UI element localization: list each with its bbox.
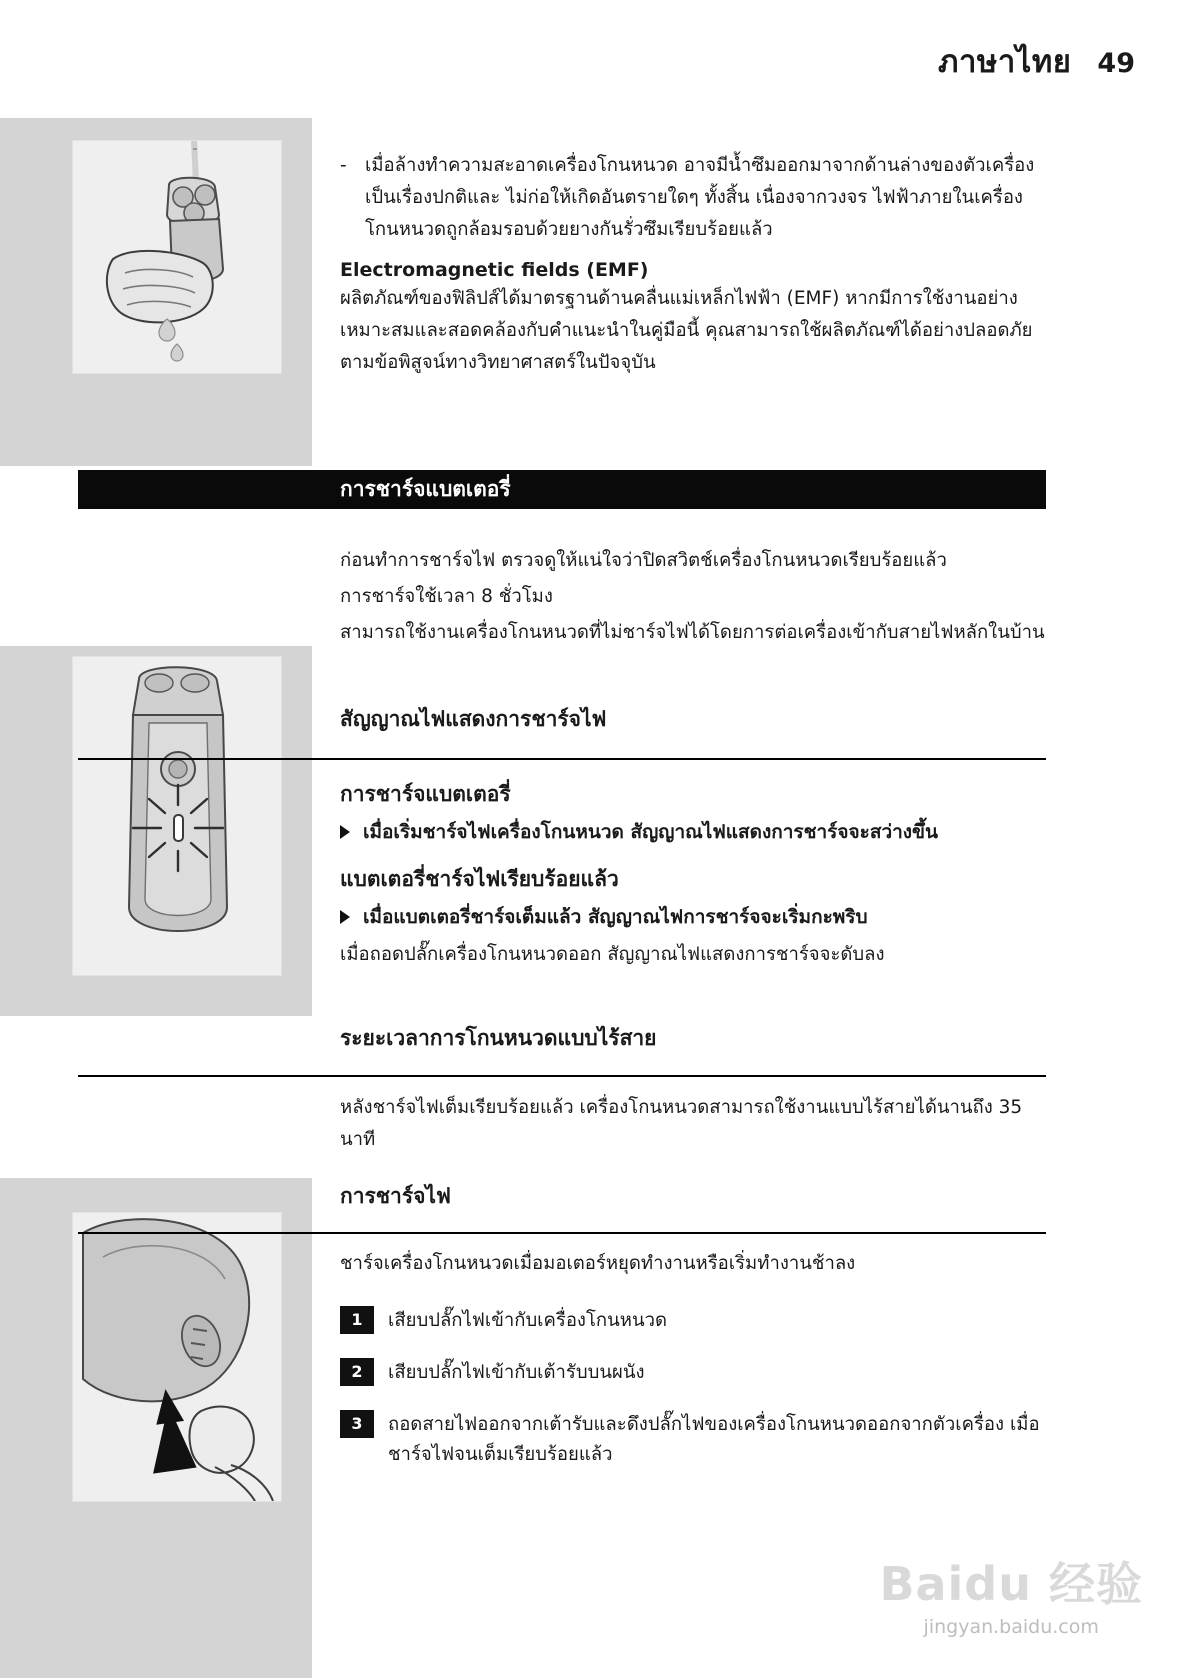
page-title: ภาษาไทย <box>938 44 1072 80</box>
triangle-bullet-icon <box>340 910 350 924</box>
figure-charge-indicator <box>72 656 282 976</box>
page-number: 49 <box>1097 48 1135 79</box>
watermark-sub: jingyan.baidu.com <box>923 1616 1099 1638</box>
figure-pointer-3 <box>288 1270 310 1304</box>
indicator-heading-block <box>340 703 1046 742</box>
section-bar-charging <box>78 470 1046 509</box>
step-text: เสียบปลั๊กไฟเข้ากับเครื่องโกนหนวด <box>388 1309 667 1331</box>
watermark <box>879 1548 1143 1638</box>
charge-intro: ชาร์จเครื่องโกนหนวดเมื่อมอเตอร์หยุดทำงานหรือเริ่มทำงานช้าลง <box>340 1253 856 1274</box>
indicator-sub-2: แบตเตอรี่ชาร์จไฟเรียบร้อยแล้ว <box>340 867 619 892</box>
indicator-block <box>340 778 1046 975</box>
charging-block <box>340 545 1046 652</box>
step-number-badge: 2 <box>340 1358 374 1386</box>
charge-heading-block <box>340 1180 1046 1219</box>
section-bar-label: การชาร์จแบตเตอรี่ <box>340 477 511 501</box>
dash-marker: - <box>340 155 347 176</box>
indicator-bullet-1-text: เมื่อเริ่มชาร์จไฟเครื่องโกนหนวด สัญญาณไฟแสดงการชาร์จจะสว่างขึ้น <box>363 821 939 843</box>
figure-rinsing-shaver <box>72 140 282 374</box>
cordless-text: หลังชาร์จไฟเต็มเรียบร้อยแล้ว เครื่องโกนหนวดสามารถใช้งานแบบไร้สายได้นานถึง 35 นาที <box>340 1097 1023 1150</box>
divider-1 <box>78 758 1046 760</box>
page-header <box>938 36 1135 86</box>
charging-line-1: ก่อนทำการชาร์จไฟ ตรวจดูให้แน่ใจว่าปิดสวิตช์เครื่องโกนหนวดเรียบร้อยแล้ว <box>340 550 947 571</box>
indicator-bullet-2-text: เมื่อแบตเตอรี่ชาร์จเต็มแล้ว สัญญาณไฟการชาร์จจะเริ่มกะพริบ <box>363 906 868 929</box>
step-number-badge: 3 <box>340 1410 374 1438</box>
figure-plug-into-shaver <box>72 1212 282 1502</box>
cordless-heading-block <box>340 1022 1046 1061</box>
triangle-bullet-icon <box>340 825 350 839</box>
watermark-main: Baidu 经验 <box>879 1557 1143 1611</box>
intro-dash-text: เมื่อล้างทำความสะอาดเครื่องโกนหนวด อาจมีน้ำซึมออกมาจากด้านล่างของตัวเครื่อง เป็นเรื่องปกติและ ไม่ก่อให้เกิดอันตรายใดๆ ทั้งสิ้น เนื่องจากวงจร ไฟฟ้าภายในเครื่องโกนหนวดถูกล้อมรอบด้วยยางกันรั่วซึมเรียบร้อยแล้ว <box>365 155 1035 240</box>
intro-dash-item <box>340 150 1046 245</box>
divider-3 <box>78 1232 1046 1234</box>
rinsing-shaver-drawing <box>73 141 281 373</box>
illustration-rail <box>0 118 312 1678</box>
intro-block <box>340 150 1046 383</box>
charge-heading: การชาร์จไฟ <box>340 1184 451 1208</box>
cordless-heading: ระยะเวลาการโกนหนวดแบบไร้สาย <box>340 1026 657 1050</box>
charging-line-2: การชาร์จใช้เวลา 8 ชั่วโมง <box>340 585 553 607</box>
charging-line-3: สามารถใช้งานเครื่องโกนหนวดที่ไม่ชาร์จไฟได้โดยการต่อเครื่องเข้ากับสายไฟหลักในบ้าน <box>340 621 1045 643</box>
step-item <box>340 1306 1046 1336</box>
indicator-heading: สัญญาณไฟแสดงการชาร์จไฟ <box>340 707 607 731</box>
figure-pointer-1 <box>288 158 310 192</box>
figure-pointer-2 <box>288 808 310 842</box>
step-text: ถอดสายไฟออกจากเต้ารับและดึงปลั๊กไฟของเครื่องโกนหนวดออกจากตัวเครื่อง เมื่อชาร์จไฟจนเต็มเรียบร้อยแล้ว <box>388 1413 1040 1465</box>
indicator-sub-1: การชาร์จแบตเตอรี่ <box>340 782 511 806</box>
charge-steps-block <box>340 1248 1046 1492</box>
cordless-block <box>340 1092 1046 1160</box>
step-number-badge: 1 <box>340 1306 374 1334</box>
indicator-bullet-2 <box>340 902 1046 932</box>
divider-2 <box>78 1075 1046 1077</box>
emf-text: ผลิตภัณฑ์ของฟิลิปส์ได้มาตรฐานด้านคลื่นแม่เหล็กไฟฟ้า (EMF) หากมีการใช้งานอย่างเหมาะสมและสอดคล้องกับคำแนะนำในคู่มือนี้ คุณสามารถใช้ผลิตภัณฑ์ได้อย่างปลอดภัยตามข้อพิสูจน์ทางวิทยาศาสตร์ในปัจจุบัน <box>340 288 1033 374</box>
indicator-bullet-1 <box>340 817 1046 847</box>
emf-heading: Electromagnetic fields (EMF) <box>340 259 649 282</box>
plug-into-shaver-drawing <box>73 1213 281 1501</box>
step-item <box>340 1358 1046 1388</box>
charge-indicator-drawing <box>73 657 281 975</box>
step-item <box>340 1410 1046 1470</box>
step-text: เสียบปลั๊กไฟเข้ากับเต้ารับบนผนัง <box>388 1361 645 1383</box>
indicator-note: เมื่อถอดปลั๊กเครื่องโกนหนวดออก สัญญาณไฟแสดงการชาร์จจะดับลง <box>340 943 885 965</box>
